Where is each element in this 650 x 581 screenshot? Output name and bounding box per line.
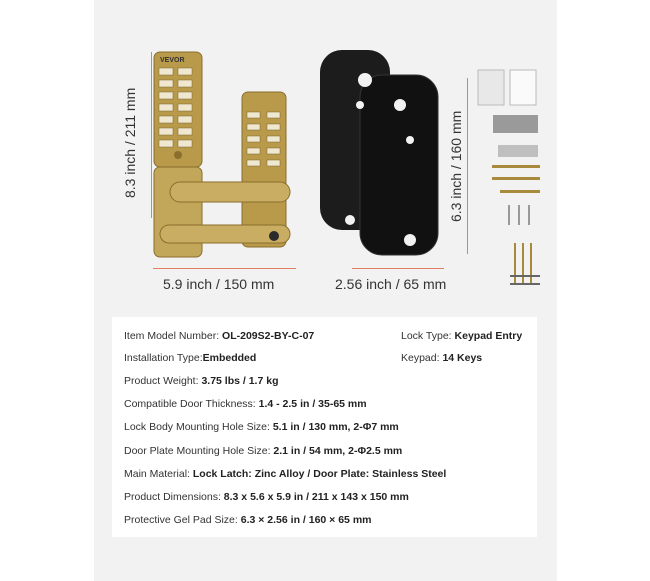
spec-plate-hole: Door Plate Mounting Hole Size: 2.1 in / 54 mm, 2-Φ2.5 mm: [124, 445, 403, 457]
svg-text:VEVOR: VEVOR: [160, 57, 185, 64]
spec-gel-pad: Protective Gel Pad Size: 6.3 × 2.56 in / 160 × 65 mm: [124, 514, 372, 526]
pad-width-dim-line: [352, 268, 444, 269]
lock-width-dim-line: [153, 268, 296, 269]
accessories-image: [478, 65, 548, 295]
spec-keypad: Keypad: 14 Keys: [401, 352, 483, 364]
spec-dimensions: Product Dimensions: 8.3 x 5.6 x 5.9 in / 211 x 143 x 150 mm: [124, 491, 409, 503]
spec-body-hole: Lock Body Mounting Hole Size: 5.1 in / 130 mm, 2-Φ7 mm: [124, 421, 399, 433]
spec-model: Item Model Number: OL-209S2-BY-C-07: [124, 330, 315, 342]
pad-height-dim-line: [467, 78, 468, 254]
spec-door-thickness: Compatible Door Thickness: 1.4 - 2.5 in / 35-65 mm: [124, 398, 367, 410]
spec-weight: Product Weight: 3.75 lbs / 1.7 kg: [124, 375, 279, 387]
lock-width-label: 5.9 inch / 150 mm: [163, 276, 275, 292]
pad-height-label: 6.3 inch / 160 mm: [448, 110, 464, 222]
pad-width-label: 2.56 inch / 65 mm: [335, 276, 447, 292]
spec-material: Main Material: Lock Latch: Zinc Alloy / Door Plate: Stainless Steel: [124, 468, 447, 480]
spec-lock-type: Lock Type: Keypad Entry: [401, 330, 523, 342]
lock-height-label: 8.3 inch / 211 mm: [122, 87, 138, 198]
spec-installation: Installation Type:Embedded: [124, 352, 257, 364]
gel-pad-image: [315, 45, 445, 260]
keypad-lock-image: [150, 50, 310, 260]
